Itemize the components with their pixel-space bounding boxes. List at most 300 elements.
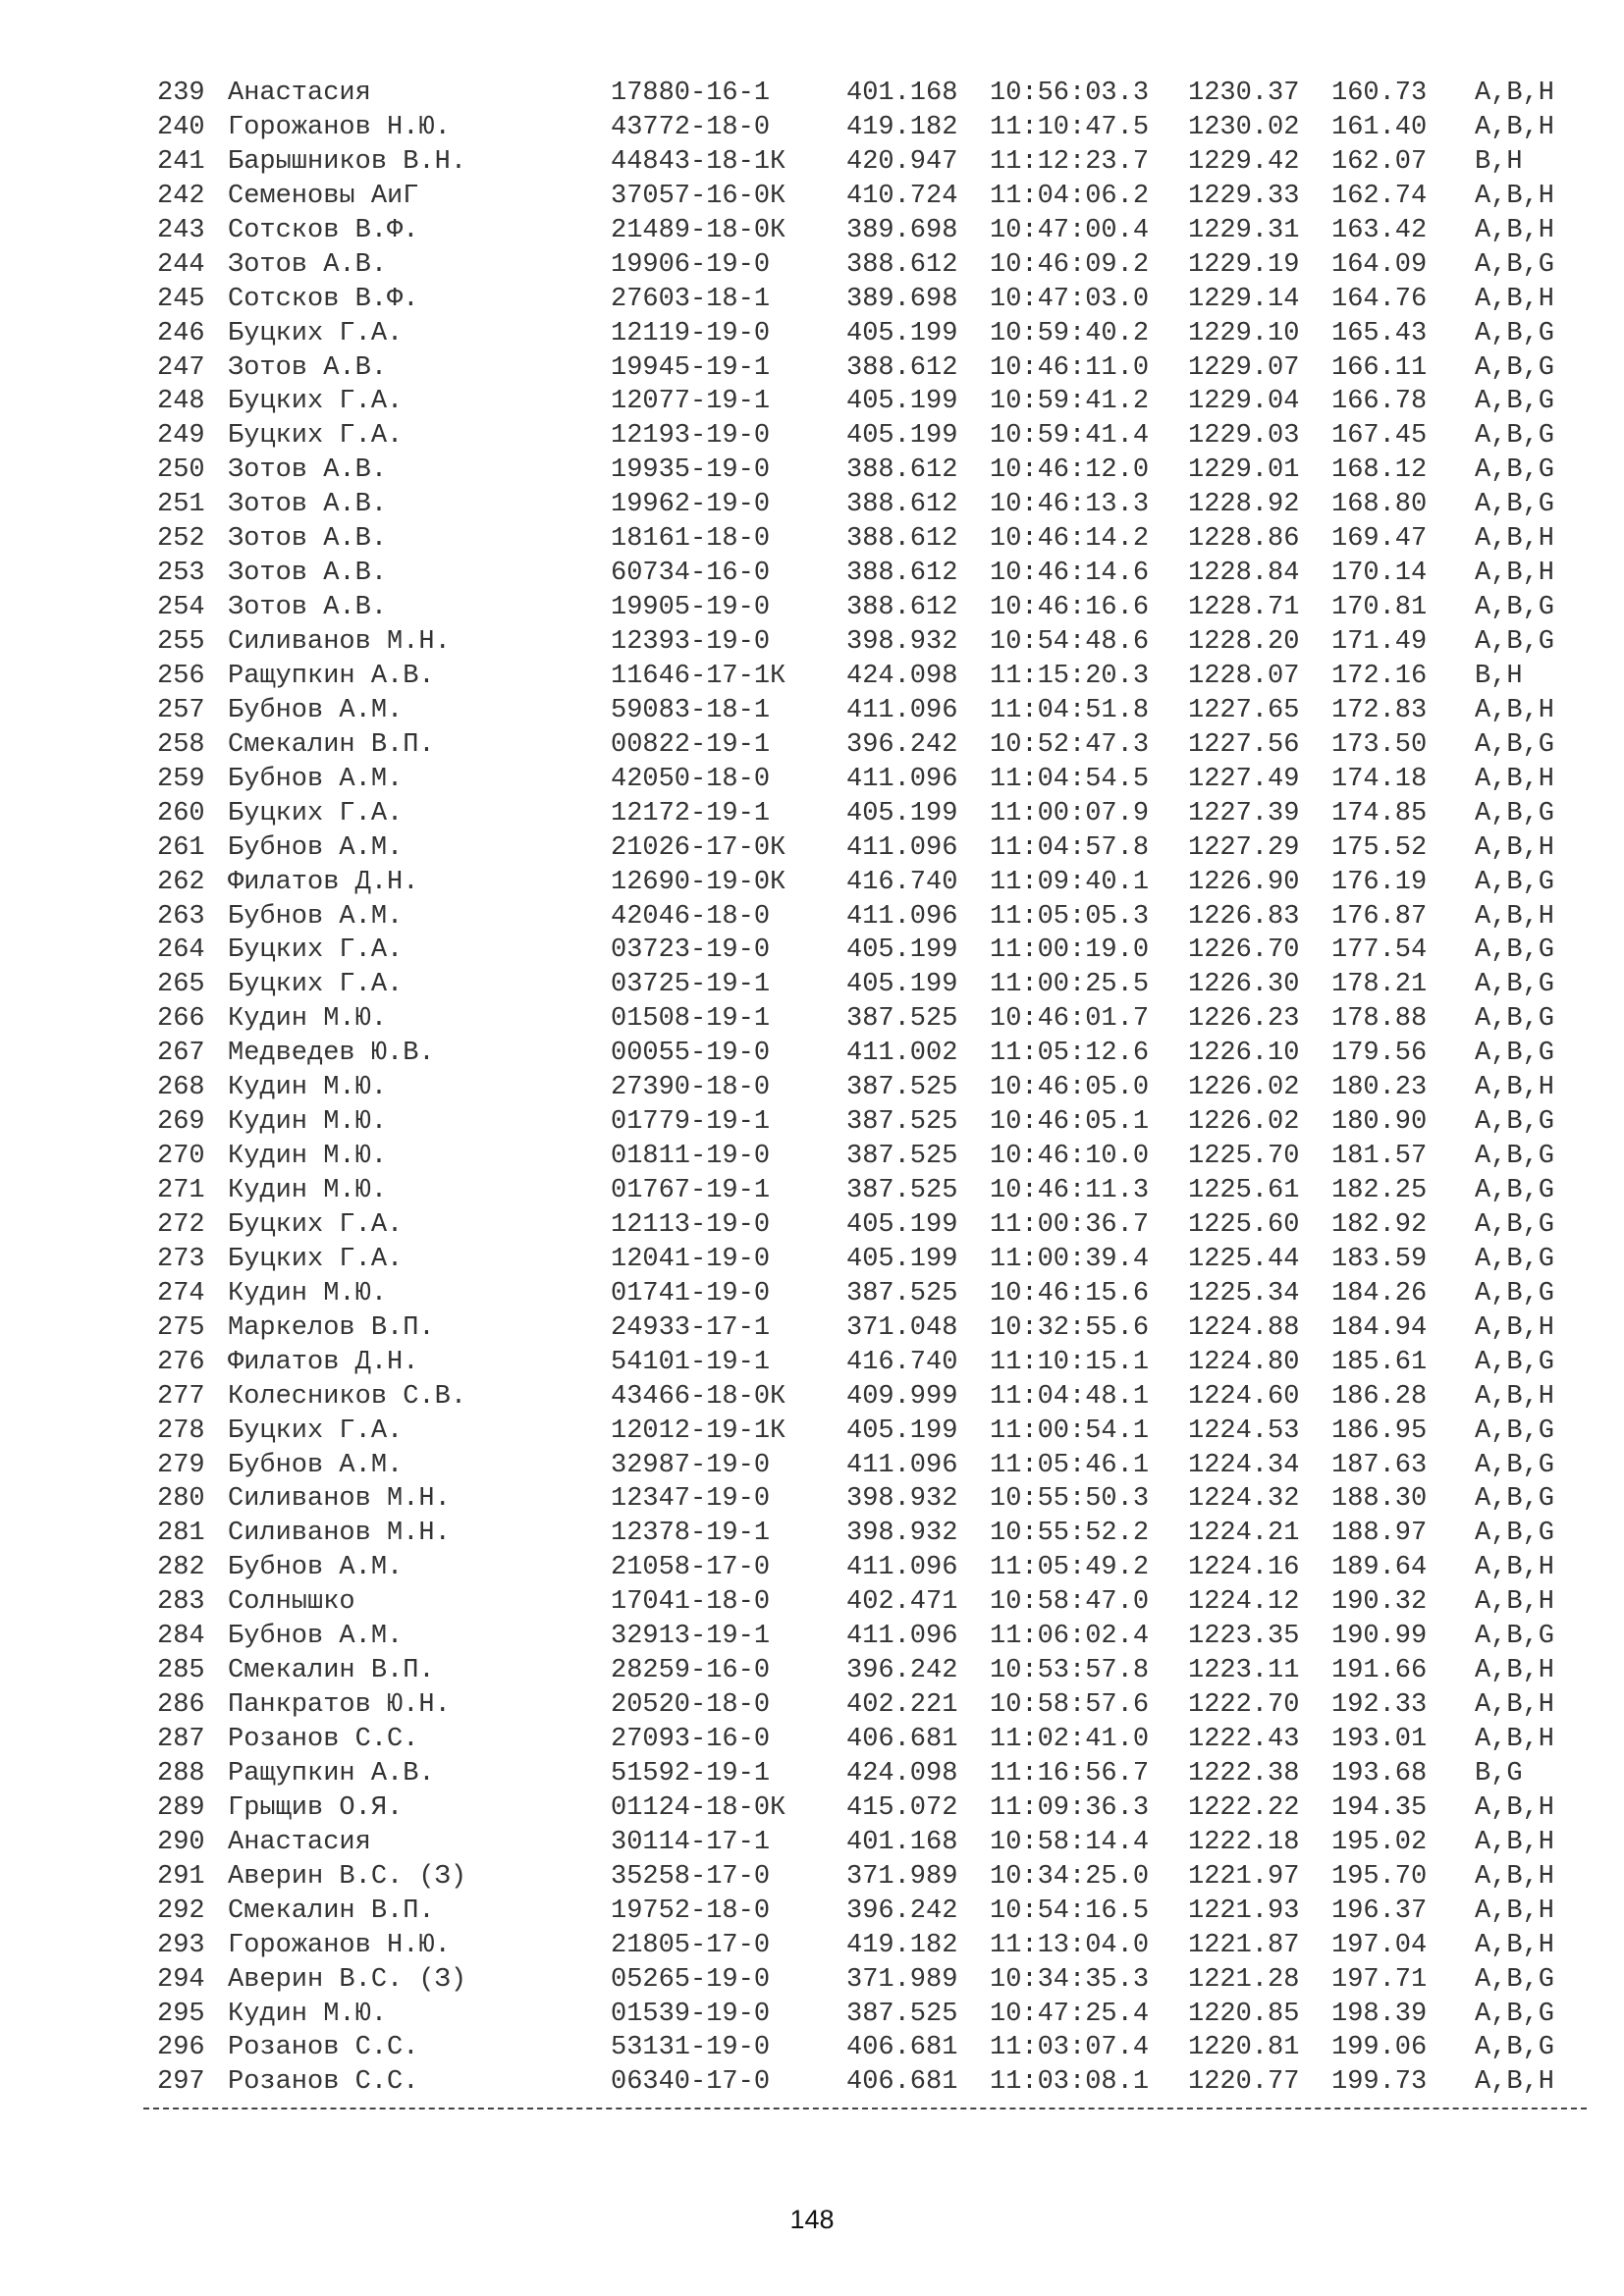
place-number: 260 [157,798,205,828]
ring-number: 12041-19-0 [611,1244,771,1274]
table-row [157,214,1581,248]
table-row [157,866,1581,900]
table-row [157,1585,1581,1620]
speed: 1226.30 [1188,970,1300,1000]
arrival-time: 10:46:05.0 [990,1073,1150,1103]
arrival-time: 11:00:39.4 [990,1244,1150,1274]
arrival-time: 10:46:15.6 [990,1278,1150,1308]
distance: 411.096 [846,832,958,863]
ring-number: 42046-18-0 [611,901,771,932]
points: 180.23 [1331,1073,1428,1103]
ring-number: 24933-17-1 [611,1312,771,1343]
arrival-time: 10:55:52.2 [990,1519,1150,1549]
ring-number: 12012-19-1К [611,1415,786,1446]
fancier-name: Зотов А.В. [228,490,388,520]
arrival-time: 11:05:05.3 [990,901,1150,932]
arrival-time: 10:34:35.3 [990,1964,1150,1995]
arrival-time: 11:05:46.1 [990,1450,1150,1480]
points: 191.66 [1331,1656,1428,1686]
points: 183.59 [1331,1244,1428,1274]
place-number: 280 [157,1484,205,1515]
page-number: 148 [789,2205,835,2234]
table-row [157,1482,1581,1517]
table-row [157,1105,1581,1140]
ring-number: 01741-19-0 [611,1278,771,1308]
fancier-name: Зотов А.В. [228,559,388,589]
classes: A,B,G [1475,249,1555,280]
distance: 424.098 [846,661,958,691]
speed: 1224.34 [1188,1450,1300,1480]
ring-number: 01811-19-0 [611,1142,771,1172]
speed: 1221.93 [1188,1896,1300,1926]
fancier-name: Семеновы АиГ [228,181,419,211]
classes: A,B,G [1475,729,1555,760]
points: 199.06 [1331,2033,1428,2063]
distance: 371.989 [846,1861,958,1892]
speed: 1226.02 [1188,1073,1300,1103]
speed: 1230.02 [1188,112,1300,142]
arrival-time: 10:46:14.2 [990,524,1150,555]
arrival-time: 10:54:48.6 [990,627,1150,657]
fancier-name: Зотов А.В. [228,524,388,555]
place-number: 283 [157,1587,205,1618]
table-row [157,1415,1581,1449]
classes: A,B,G [1475,593,1555,623]
distance: 411.002 [846,1039,958,1069]
table-row [157,385,1581,419]
classes: A,B,G [1475,1244,1555,1274]
table-row [157,283,1581,317]
speed: 1223.35 [1188,1622,1300,1652]
classes: A,B,G [1475,627,1555,657]
fancier-name: Бубнов А.М. [228,1553,404,1583]
speed: 1221.28 [1188,1964,1300,1995]
distance: 396.242 [846,1896,958,1926]
ring-number: 43466-18-0К [611,1381,786,1412]
arrival-time: 10:52:47.3 [990,729,1150,760]
place-number: 247 [157,352,205,383]
speed: 1227.39 [1188,798,1300,828]
distance: 387.525 [846,1999,958,2029]
fancier-name: Солнышко [228,1587,355,1618]
distance: 424.098 [846,1758,958,1789]
arrival-time: 10:46:11.0 [990,352,1150,383]
arrival-time: 11:12:23.7 [990,146,1150,177]
distance: 398.932 [846,627,958,657]
ring-number: 19935-19-0 [611,455,771,486]
distance: 388.612 [846,249,958,280]
ring-number: 21805-17-0 [611,1930,771,1960]
fancier-name: Буцких Г.А. [228,1415,404,1446]
distance: 401.168 [846,79,958,108]
points: 174.18 [1331,764,1428,794]
fancier-name: Ращупкин А.В. [228,661,435,691]
classes: A,B,H [1475,1861,1555,1892]
classes: A,B,H [1475,764,1555,794]
table-row [157,1551,1581,1585]
fancier-name: Буцких Г.А. [228,970,404,1000]
ring-number: 01767-19-1 [611,1176,771,1205]
points: 172.83 [1331,695,1428,725]
classes: A,B,G [1475,455,1555,486]
speed: 1226.23 [1188,1004,1300,1035]
classes: A,B,G [1475,352,1555,383]
arrival-time: 10:58:57.6 [990,1690,1150,1721]
table-row [157,728,1581,763]
speed: 1224.60 [1188,1381,1300,1412]
points: 178.21 [1331,970,1428,1000]
points: 176.19 [1331,867,1428,897]
fancier-name: Кудин М.Ю. [228,1176,388,1205]
fancier-name: Сотсков В.Ф. [228,215,419,245]
classes: B,H [1475,661,1523,691]
fancier-name: Колесников С.В. [228,1381,467,1412]
points: 197.71 [1331,1964,1428,1995]
points: 187.63 [1331,1450,1428,1480]
ring-number: 19945-19-1 [611,352,771,383]
distance: 411.096 [846,1450,958,1480]
ring-number: 12690-19-0К [611,867,786,897]
table-row [157,2031,1581,2065]
distance: 405.199 [846,1209,958,1240]
distance: 411.096 [846,1553,958,1583]
table-row [157,1071,1581,1105]
points: 163.42 [1331,215,1428,245]
place-number: 251 [157,490,205,520]
distance: 419.182 [846,112,958,142]
points: 170.81 [1331,593,1428,623]
table-row [157,1929,1581,1963]
classes: A,B,H [1475,215,1555,245]
fancier-name: Кудин М.Ю. [228,1073,388,1103]
fancier-name: Зотов А.В. [228,249,388,280]
table-row [157,1380,1581,1415]
classes: A,B,G [1475,1450,1555,1480]
distance: 410.724 [846,181,958,211]
speed: 1228.71 [1188,593,1300,623]
table-row [157,248,1581,283]
arrival-time: 11:13:04.0 [990,1930,1150,1960]
ring-number: 42050-18-0 [611,764,771,794]
place-number: 276 [157,1347,205,1377]
classes: A,B,G [1475,1004,1555,1035]
arrival-time: 10:46:09.2 [990,249,1150,280]
distance: 398.932 [846,1484,958,1515]
distance: 388.612 [846,455,958,486]
speed: 1221.87 [1188,1930,1300,1960]
table-row [157,1723,1581,1757]
table-row [157,934,1581,968]
ring-number: 01539-19-0 [611,1999,771,2029]
distance: 420.947 [846,146,958,177]
ring-number: 01124-18-0К [611,1792,786,1823]
place-number: 252 [157,524,205,555]
fancier-name: Бубнов А.М. [228,695,404,725]
points: 181.57 [1331,1142,1428,1172]
place-number: 255 [157,627,205,657]
speed: 1227.65 [1188,695,1300,725]
table-row [157,968,1581,1002]
fancier-name: Кудин М.Ю. [228,1278,388,1308]
table-row [157,1346,1581,1380]
arrival-time: 11:10:15.1 [990,1347,1150,1377]
place-number: 277 [157,1381,205,1412]
arrival-time: 10:58:14.4 [990,1827,1150,1857]
ring-number: 35258-17-0 [611,1861,771,1892]
classes: A,B,H [1475,1725,1555,1754]
distance: 409.999 [846,1381,958,1412]
classes: B,G [1475,1758,1523,1789]
fancier-name: Буцких Г.А. [228,421,404,452]
ring-number: 19905-19-0 [611,593,771,623]
fancier-name: Кудин М.Ю. [228,1142,388,1172]
arrival-time: 10:32:55.6 [990,1312,1150,1343]
table-row [157,1243,1581,1277]
arrival-time: 10:59:41.4 [990,421,1150,452]
table-row [157,591,1581,625]
distance: 411.096 [846,695,958,725]
arrival-time: 11:04:54.5 [990,764,1150,794]
distance: 405.199 [846,1415,958,1446]
fancier-name: Зотов А.В. [228,593,388,623]
place-number: 285 [157,1656,205,1686]
fancier-name: Кудин М.Ю. [228,1107,388,1138]
place-number: 243 [157,215,205,245]
fancier-name: Буцких Г.А. [228,935,404,966]
ring-number: 12193-19-0 [611,421,771,452]
ring-number: 21026-17-0К [611,832,786,863]
place-number: 279 [157,1450,205,1480]
ring-number: 19962-19-0 [611,490,771,520]
points: 184.26 [1331,1278,1428,1308]
points: 168.80 [1331,490,1428,520]
fancier-name: Силиванов М.Н. [228,1484,451,1515]
points: 168.12 [1331,455,1428,486]
place-number: 250 [157,455,205,486]
speed: 1228.07 [1188,661,1300,691]
table-row [157,317,1581,351]
fancier-name: Бубнов А.М. [228,832,404,863]
place-number: 256 [157,661,205,691]
place-number: 263 [157,901,205,932]
fancier-name: Смекалин В.П. [228,729,435,760]
ring-number: 01508-19-1 [611,1004,771,1035]
arrival-time: 10:59:41.2 [990,387,1150,417]
table-row [157,660,1581,694]
arrival-time: 10:53:57.8 [990,1656,1150,1686]
speed: 1229.31 [1188,215,1300,245]
distance: 387.525 [846,1176,958,1205]
arrival-time: 11:04:51.8 [990,695,1150,725]
points: 190.32 [1331,1587,1428,1618]
results-table [157,77,1581,2100]
points: 172.16 [1331,661,1428,691]
place-number: 267 [157,1039,205,1069]
fancier-name: Зотов А.В. [228,352,388,383]
table-row [157,1037,1581,1071]
fancier-name: Буцких Г.А. [228,318,404,348]
fancier-name: Аверин В.С. (З) [228,1964,467,1995]
place-number: 272 [157,1209,205,1240]
points: 164.09 [1331,249,1428,280]
arrival-time: 11:09:36.3 [990,1792,1150,1823]
arrival-time: 11:04:48.1 [990,1381,1150,1412]
classes: A,B,H [1475,1792,1555,1823]
classes: A,B,G [1475,387,1555,417]
place-number: 297 [157,2067,205,2098]
fancier-name: Филатов Д.Н. [228,867,419,897]
classes: A,B,G [1475,798,1555,828]
ring-number: 12077-19-1 [611,387,771,417]
speed: 1229.03 [1188,421,1300,452]
classes: A,B,H [1475,2067,1555,2098]
ring-number: 12393-19-0 [611,627,771,657]
place-number: 281 [157,1519,205,1549]
place-number: 253 [157,559,205,589]
speed: 1229.04 [1188,387,1300,417]
speed: 1229.19 [1188,249,1300,280]
arrival-time: 10:47:00.4 [990,215,1150,245]
arrival-time: 10:58:47.0 [990,1587,1150,1618]
ring-number: 21058-17-0 [611,1553,771,1583]
distance: 387.525 [846,1073,958,1103]
table-row [157,522,1581,557]
classes: A,B,G [1475,1142,1555,1172]
table-row [157,1791,1581,1826]
classes: A,B,H [1475,1930,1555,1960]
table-row [157,1860,1581,1895]
points: 169.47 [1331,524,1428,555]
distance: 405.199 [846,318,958,348]
place-number: 241 [157,146,205,177]
speed: 1228.86 [1188,524,1300,555]
speed: 1225.61 [1188,1176,1300,1205]
ring-number: 27093-16-0 [611,1725,771,1754]
classes: A,B,H [1475,79,1555,108]
place-number: 282 [157,1553,205,1583]
table-row [157,831,1581,866]
place-number: 278 [157,1415,205,1446]
arrival-time: 10:47:25.4 [990,1999,1150,2029]
points: 165.43 [1331,318,1428,348]
classes: A,B,G [1475,970,1555,1000]
place-number: 264 [157,935,205,966]
arrival-time: 10:56:03.3 [990,79,1150,108]
speed: 1220.81 [1188,2033,1300,2063]
ring-number: 03723-19-0 [611,935,771,966]
points: 171.49 [1331,627,1428,657]
distance: 387.525 [846,1004,958,1035]
ring-number: 12172-19-1 [611,798,771,828]
distance: 402.221 [846,1690,958,1721]
ring-number: 27603-18-1 [611,284,771,314]
fancier-name: Силиванов М.Н. [228,627,451,657]
classes: A,B,H [1475,1656,1555,1686]
speed: 1223.11 [1188,1656,1300,1686]
ring-number: 21489-18-0К [611,215,786,245]
ring-number: 17041-18-0 [611,1587,771,1618]
fancier-name: Розанов С.С. [228,2067,419,2098]
points: 182.25 [1331,1176,1428,1205]
fancier-name: Смекалин В.П. [228,1656,435,1686]
ring-number: 27390-18-0 [611,1073,771,1103]
place-number: 290 [157,1827,205,1857]
distance: 388.612 [846,490,958,520]
ring-number: 37057-16-0К [611,181,786,211]
distance: 402.471 [846,1587,958,1618]
distance: 371.048 [846,1312,958,1343]
speed: 1226.10 [1188,1039,1300,1069]
fancier-name: Панкратов Ю.Н. [228,1690,451,1721]
speed: 1224.12 [1188,1587,1300,1618]
classes: A,B,H [1475,1073,1555,1103]
ring-number: 19752-18-0 [611,1896,771,1926]
speed: 1222.38 [1188,1758,1300,1789]
points: 173.50 [1331,729,1428,760]
arrival-time: 11:02:41.0 [990,1725,1150,1754]
ring-number: 54101-19-1 [611,1347,771,1377]
arrival-time: 11:00:54.1 [990,1415,1150,1446]
place-number: 249 [157,421,205,452]
speed: 1229.33 [1188,181,1300,211]
points: 188.30 [1331,1484,1428,1515]
points: 162.74 [1331,181,1428,211]
points: 182.92 [1331,1209,1428,1240]
ring-number: 44843-18-1К [611,146,786,177]
fancier-name: Барышников В.Н. [228,146,467,177]
distance: 405.199 [846,1244,958,1274]
distance: 406.681 [846,2067,958,2098]
classes: B,H [1475,146,1523,177]
table-row [157,694,1581,728]
classes: A,B,G [1475,935,1555,966]
speed: 1226.02 [1188,1107,1300,1138]
table-row [157,454,1581,488]
distance: 405.199 [846,421,958,452]
classes: A,B,G [1475,421,1555,452]
place-number: 262 [157,867,205,897]
points: 194.35 [1331,1792,1428,1823]
table-row [157,1895,1581,1929]
table-row [157,419,1581,454]
ring-number: 12113-19-0 [611,1209,771,1240]
table-row [157,557,1581,591]
speed: 1222.18 [1188,1827,1300,1857]
arrival-time: 11:00:19.0 [990,935,1150,966]
points: 186.28 [1331,1381,1428,1412]
speed: 1224.88 [1188,1312,1300,1343]
distance: 401.168 [846,1827,958,1857]
table-row [157,488,1581,522]
distance: 388.612 [846,593,958,623]
distance: 396.242 [846,1656,958,1686]
place-number: 240 [157,112,205,142]
place-number: 293 [157,1930,205,1960]
speed: 1227.29 [1188,832,1300,863]
classes: A,B,G [1475,1347,1555,1377]
speed: 1226.70 [1188,935,1300,966]
classes: A,B,G [1475,1209,1555,1240]
fancier-name: Смекалин В.П. [228,1896,435,1926]
table-row [157,625,1581,660]
ring-number: 06340-17-0 [611,2067,771,2098]
arrival-time: 11:05:49.2 [990,1553,1150,1583]
ring-number: 12378-19-1 [611,1519,771,1549]
speed: 1222.70 [1188,1690,1300,1721]
speed: 1228.92 [1188,490,1300,520]
fancier-name: Бубнов А.М. [228,764,404,794]
arrival-time: 11:03:08.1 [990,2067,1150,2098]
